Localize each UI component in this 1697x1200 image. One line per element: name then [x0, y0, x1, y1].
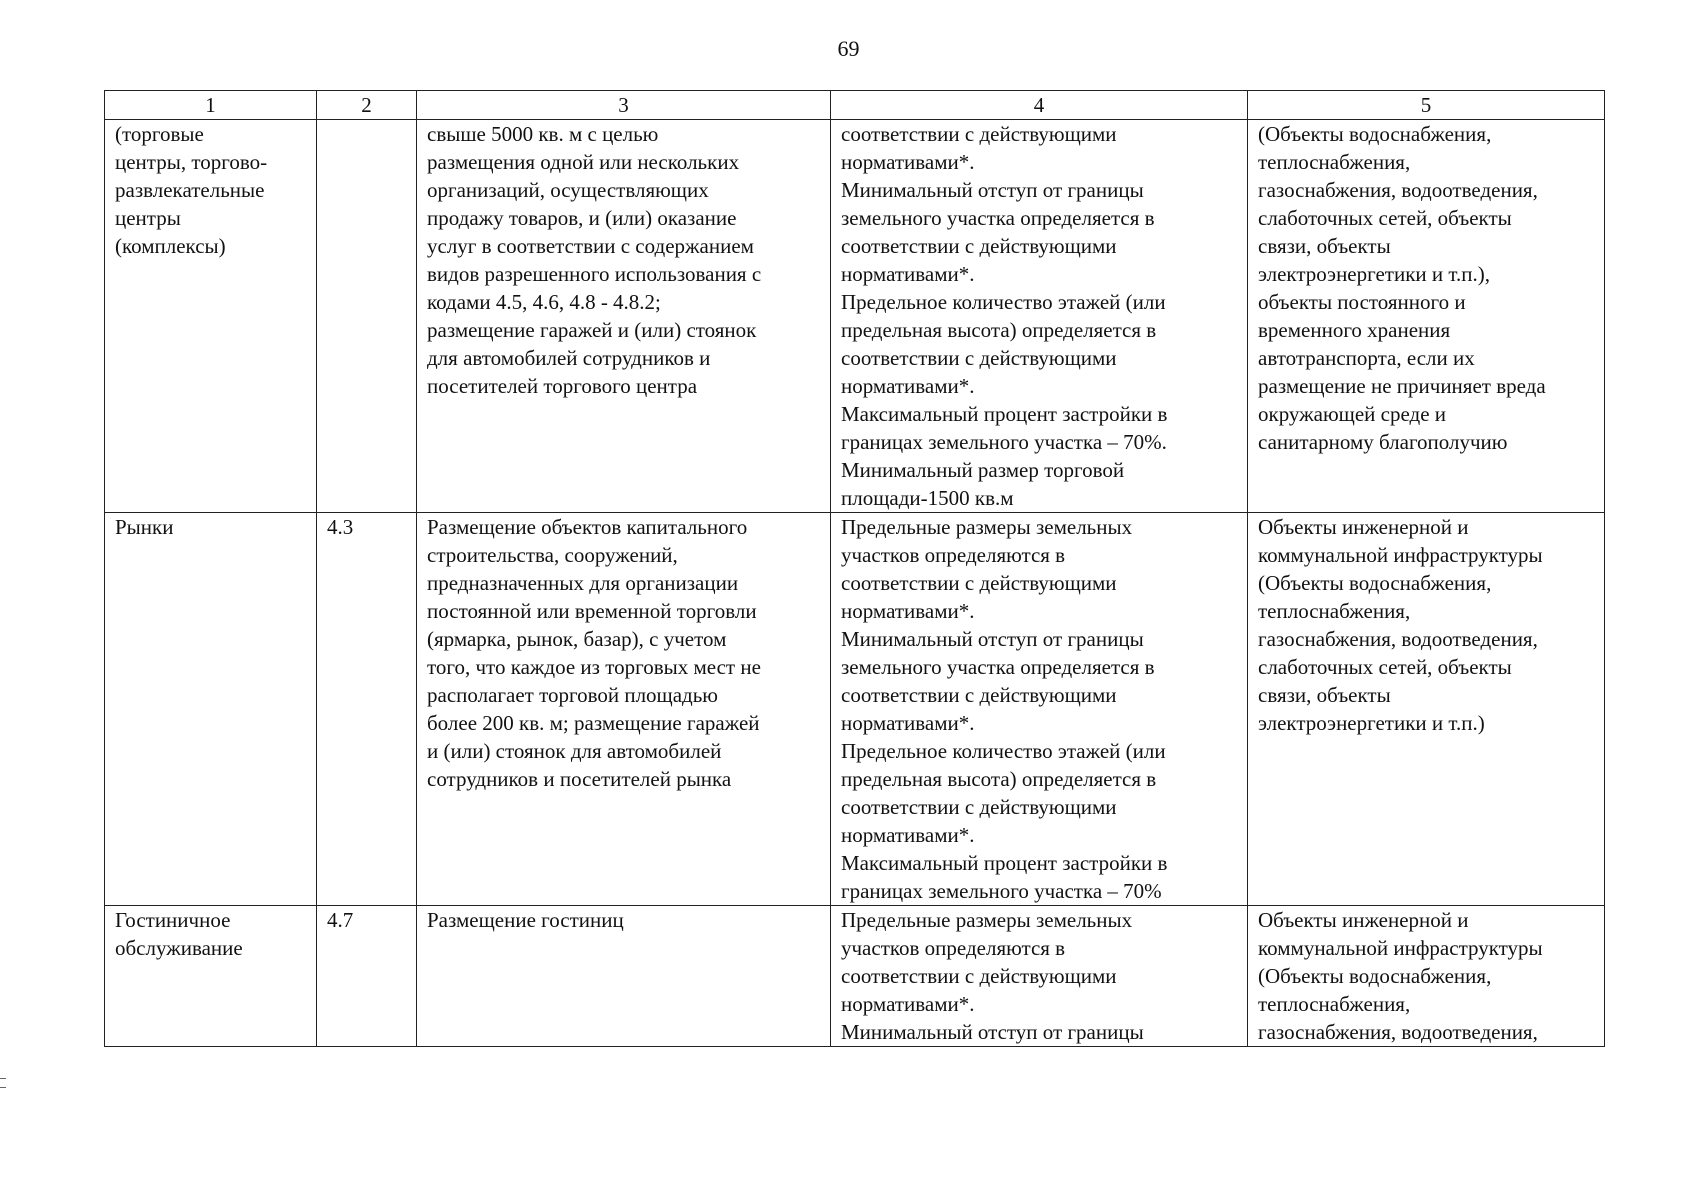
use-code-cell — [317, 906, 417, 1047]
cell-text-line: (Объекты водоснабжения, — [1258, 964, 1492, 988]
use-name-cell — [105, 906, 317, 1047]
cell-text-line: предназначенных для организации — [427, 571, 739, 595]
cell-text-line: временного хранения — [1258, 318, 1451, 342]
cell-text-line: теплоснабжения, — [1258, 599, 1411, 623]
cell-text-line: Размещение гостиниц — [427, 908, 624, 932]
cell-text-line: Минимальный отступ от границы — [841, 178, 1144, 202]
cell-text-line: Максимальный процент застройки в — [841, 851, 1168, 875]
cell-text-line: видов разрешенного использования с — [427, 262, 762, 286]
cell-text-line: нормативами*. — [841, 262, 975, 286]
cell-text-line: земельного участка определяется в — [841, 655, 1155, 679]
parameters-cell — [831, 513, 1248, 906]
cell-text-line: обслуживание — [115, 936, 243, 960]
cell-text-line: соответствии с действующими — [841, 234, 1117, 258]
auxiliary-uses-cell — [1248, 513, 1605, 906]
cell-text-line: свыше 5000 кв. м с целью — [427, 122, 659, 146]
use-code-cell — [317, 513, 417, 906]
cell-text-line: коммунальной инфраструктуры — [1258, 936, 1543, 960]
cell-text-line: Рынки — [115, 515, 174, 539]
cell-text-line: Размещение объектов капитального — [427, 515, 748, 539]
cell-text-line: соответствии с действующими — [841, 795, 1117, 819]
cell-text-line: располагает торговой площадью — [427, 683, 718, 707]
cell-text-line: теплоснабжения, — [1258, 992, 1411, 1016]
cell-text-line: теплоснабжения, — [1258, 150, 1411, 174]
cell-text-line: газоснабжения, водоотведения, — [1258, 178, 1538, 202]
parameters-cell — [831, 120, 1248, 513]
use-description-cell — [417, 906, 831, 1047]
cell-text-line: окружающей среде и — [1258, 402, 1447, 426]
cell-text-line: участков определяются в — [841, 543, 1066, 567]
cell-text-line: более 200 кв. м; размещение гаражей — [427, 711, 760, 735]
cell-text-line: центры — [115, 206, 181, 230]
cell-text-line: (торговые — [115, 122, 204, 146]
cell-text-line: коммунальной инфраструктуры — [1258, 543, 1543, 567]
cell-text-line: автотранспорта, если их — [1258, 346, 1475, 370]
cell-text-line: слаботочных сетей, объекты — [1258, 655, 1512, 679]
cell-text-line: развлекательные — [115, 178, 265, 202]
cell-text-line: продажу товаров, и (или) оказание — [427, 206, 737, 230]
column-number-row — [105, 91, 1605, 120]
cell-text-line: размещение не причиняет вреда — [1258, 374, 1546, 398]
column-number-3: 3 — [417, 91, 831, 120]
cell-text-line: Предельные размеры земельных — [841, 908, 1133, 932]
table-row — [105, 906, 1605, 1047]
cell-text-line: газоснабжения, водоотведения, — [1258, 1020, 1538, 1044]
cell-text-line: связи, объекты — [1258, 234, 1391, 258]
cell-text-line: строительства, сооружений, — [427, 543, 678, 567]
cell-text-line: соответствии с действующими — [841, 122, 1117, 146]
cell-text-line: границах земельного участка – 70%. — [841, 430, 1167, 454]
auxiliary-uses-cell — [1248, 120, 1605, 513]
cell-text-line: Минимальный отступ от границы — [841, 627, 1144, 651]
cell-text-line: нормативами*. — [841, 599, 975, 623]
column-number-2: 2 — [317, 91, 417, 120]
page-number: 69 — [837, 36, 860, 61]
table-row — [105, 120, 1605, 513]
cell-text-line: Максимальный процент застройки в — [841, 402, 1168, 426]
cell-text-line: соответствии с действующими — [841, 571, 1117, 595]
cell-text-line: (Объекты водоснабжения, — [1258, 122, 1492, 146]
cell-text-line: электроэнергетики и т.п.) — [1258, 711, 1485, 735]
cell-text-line: слаботочных сетей, объекты — [1258, 206, 1512, 230]
auxiliary-uses-cell — [1248, 906, 1605, 1047]
cell-text-line: сотрудников и посетителей рынка — [427, 767, 732, 791]
use-name-cell — [105, 120, 317, 513]
use-description-cell — [417, 513, 831, 906]
cell-text-line: организаций, осуществляющих — [427, 178, 709, 202]
cell-text-line: участков определяются в — [841, 936, 1066, 960]
cell-text-line: газоснабжения, водоотведения, — [1258, 627, 1538, 651]
cell-text-line: предельная высота) определяется в — [841, 318, 1157, 342]
cell-text-line: постоянной или временной торговли — [427, 599, 757, 623]
cell-text-line: соответствии с действующими — [841, 683, 1117, 707]
use-code-cell — [317, 120, 417, 513]
cell-text-line: границах земельного участка – 70% — [841, 879, 1162, 903]
cell-text-line: соответствии с действующими — [841, 346, 1117, 370]
cell-text-line: Гостиничное — [115, 908, 231, 932]
cell-text-line: Предельное количество этажей (или — [841, 739, 1166, 763]
cell-text-line: размещение гаражей и (или) стоянок — [427, 318, 757, 342]
table-row — [105, 513, 1605, 906]
cell-text-line: 4.3 — [327, 515, 354, 539]
cell-text-line: 4.7 — [327, 908, 354, 932]
use-name-cell — [105, 513, 317, 906]
cell-text-line: земельного участка определяется в — [841, 206, 1155, 230]
cell-text-line: посетителей торгового центра — [427, 374, 698, 398]
column-number-4: 4 — [831, 91, 1248, 120]
cell-text-line: для автомобилей сотрудников и — [427, 346, 711, 370]
cell-text-line: объекты постоянного и — [1258, 290, 1466, 314]
parameters-cell — [831, 906, 1248, 1047]
cell-text-line: электроэнергетики и т.п.), — [1258, 262, 1490, 286]
cell-text-line: санитарному благополучию — [1258, 430, 1508, 454]
cell-text-line: соответствии с действующими — [841, 964, 1117, 988]
table-body — [105, 120, 1605, 1047]
cell-text-line: Объекты инженерной и — [1258, 908, 1469, 932]
cell-text-line: Предельные размеры земельных — [841, 515, 1133, 539]
cell-text-line: кодами 4.5, 4.6, 4.8 - 4.8.2; — [427, 290, 661, 314]
cell-text-line: предельная высота) определяется в — [841, 767, 1157, 791]
cell-text-line: нормативами*. — [841, 374, 975, 398]
cell-text-line: (Объекты водоснабжения, — [1258, 571, 1492, 595]
cell-text-line: нормативами*. — [841, 823, 975, 847]
cell-text-line: нормативами*. — [841, 992, 975, 1016]
cell-text-line: площади-1500 кв.м — [841, 486, 1014, 510]
cell-text-line: Минимальный размер торговой — [841, 458, 1125, 482]
cell-text-line: того, что каждое из торговых мест не — [427, 655, 761, 679]
scan-edge-mark — [0, 1078, 6, 1088]
cell-text-line: услуг в соответствии с содержанием — [427, 234, 754, 258]
column-number-1: 1 — [105, 91, 317, 120]
cell-text-line: Предельное количество этажей (или — [841, 290, 1166, 314]
land-use-table — [104, 90, 1605, 1047]
cell-text-line: центры, торгово- — [115, 150, 268, 174]
cell-text-line: Минимальный отступ от границы — [841, 1020, 1144, 1044]
cell-text-line: (ярмарка, рынок, базар), с учетом — [427, 627, 727, 651]
cell-text-line: размещения одной или нескольких — [427, 150, 740, 174]
cell-text-line: связи, объекты — [1258, 683, 1391, 707]
cell-text-line: и (или) стоянок для автомобилей — [427, 739, 722, 763]
cell-text-line: нормативами*. — [841, 150, 975, 174]
cell-text-line: нормативами*. — [841, 711, 975, 735]
cell-text-line: Объекты инженерной и — [1258, 515, 1469, 539]
cell-text-line: (комплексы) — [115, 234, 226, 258]
column-number-5: 5 — [1248, 91, 1605, 120]
use-description-cell — [417, 120, 831, 513]
